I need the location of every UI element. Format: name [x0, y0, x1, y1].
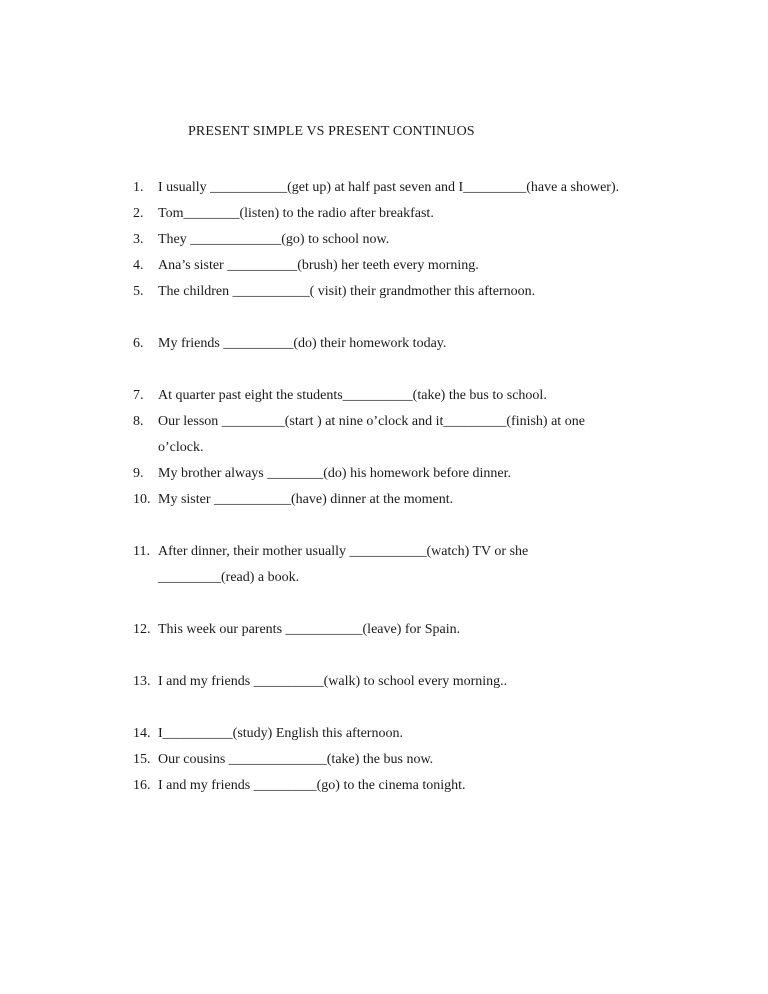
exercise-text: My friends __________(do) their homework today. — [158, 336, 447, 351]
exercise-item-13 — [0, 669, 768, 695]
exercise-text: I usually ___________(get up) at half past seven and I_________(have a shower). — [158, 180, 620, 195]
exercise-item-10 — [0, 487, 768, 513]
exercise-number: 14. — [133, 726, 151, 741]
exercise-text: Ana’s sister __________(brush) her teeth every morning. — [158, 258, 479, 273]
exercise-number: 11. — [133, 544, 150, 559]
exercise-number: 8. — [133, 414, 144, 429]
exercise-item-6 — [0, 331, 768, 357]
exercise-text: At quarter past eight the students__________(take) the bus to school. — [158, 388, 547, 403]
exercise-text: Our lesson _________(start ) at nine o’clock and it_________(finish) at one — [158, 414, 585, 429]
exercise-number: 5. — [133, 284, 144, 299]
exercise-text: I and my friends _________(go) to the cinema tonight. — [158, 778, 466, 793]
exercise-item-12 — [0, 617, 768, 643]
exercise-text: The children ___________( visit) their grandmother this afternoon. — [158, 284, 536, 299]
exercise-text: My sister ___________(have) dinner at the moment. — [158, 492, 454, 507]
exercise-text: They _____________(go) to school now. — [158, 232, 390, 247]
exercise-item-1 — [0, 175, 768, 201]
exercise-text: I__________(study) English this afternoon. — [158, 726, 403, 741]
exercise-number: 13. — [133, 674, 151, 689]
exercise-text-continued: _________(read) a book. — [158, 570, 300, 585]
exercise-number: 4. — [133, 258, 144, 273]
exercise-item-2 — [0, 201, 768, 227]
exercise-number: 9. — [133, 466, 144, 481]
exercise-number: 16. — [133, 778, 151, 793]
exercise-text: I and my friends __________(walk) to school every morning.. — [158, 674, 508, 689]
exercise-number: 2. — [133, 206, 144, 221]
exercise-number: 3. — [133, 232, 144, 247]
exercise-number: 15. — [133, 752, 151, 767]
exercise-text-continued: o’clock. — [158, 440, 204, 455]
exercise-text: My brother always ________(do) his homework before dinner. — [158, 466, 512, 481]
exercise-item-5 — [0, 279, 768, 305]
exercise-item-11 — [0, 539, 768, 591]
exercise-text: After dinner, their mother usually ___________(watch) TV or she — [158, 544, 529, 559]
exercise-text: This week our parents ___________(leave) for Spain. — [158, 622, 461, 637]
exercise-item-8 — [0, 409, 768, 461]
exercise-text: Our cousins ______________(take) the bus now. — [158, 752, 434, 767]
worksheet-title: PRESENT SIMPLE VS PRESENT CONTINUOS — [188, 124, 475, 139]
exercise-item-16 — [0, 773, 768, 799]
exercise-number: 10. — [133, 492, 151, 507]
exercise-number: 1. — [133, 180, 144, 195]
exercise-item-3 — [0, 227, 768, 253]
exercise-number: 6. — [133, 336, 144, 351]
exercise-item-4 — [0, 253, 768, 279]
exercise-text: Tom________(listen) to the radio after breakfast. — [158, 206, 434, 221]
exercise-item-9 — [0, 461, 768, 487]
exercise-item-7 — [0, 383, 768, 409]
exercise-list — [0, 175, 768, 799]
exercise-item-14 — [0, 721, 768, 747]
exercise-item-15 — [0, 747, 768, 773]
exercise-number: 12. — [133, 622, 151, 637]
exercise-number: 7. — [133, 388, 144, 403]
